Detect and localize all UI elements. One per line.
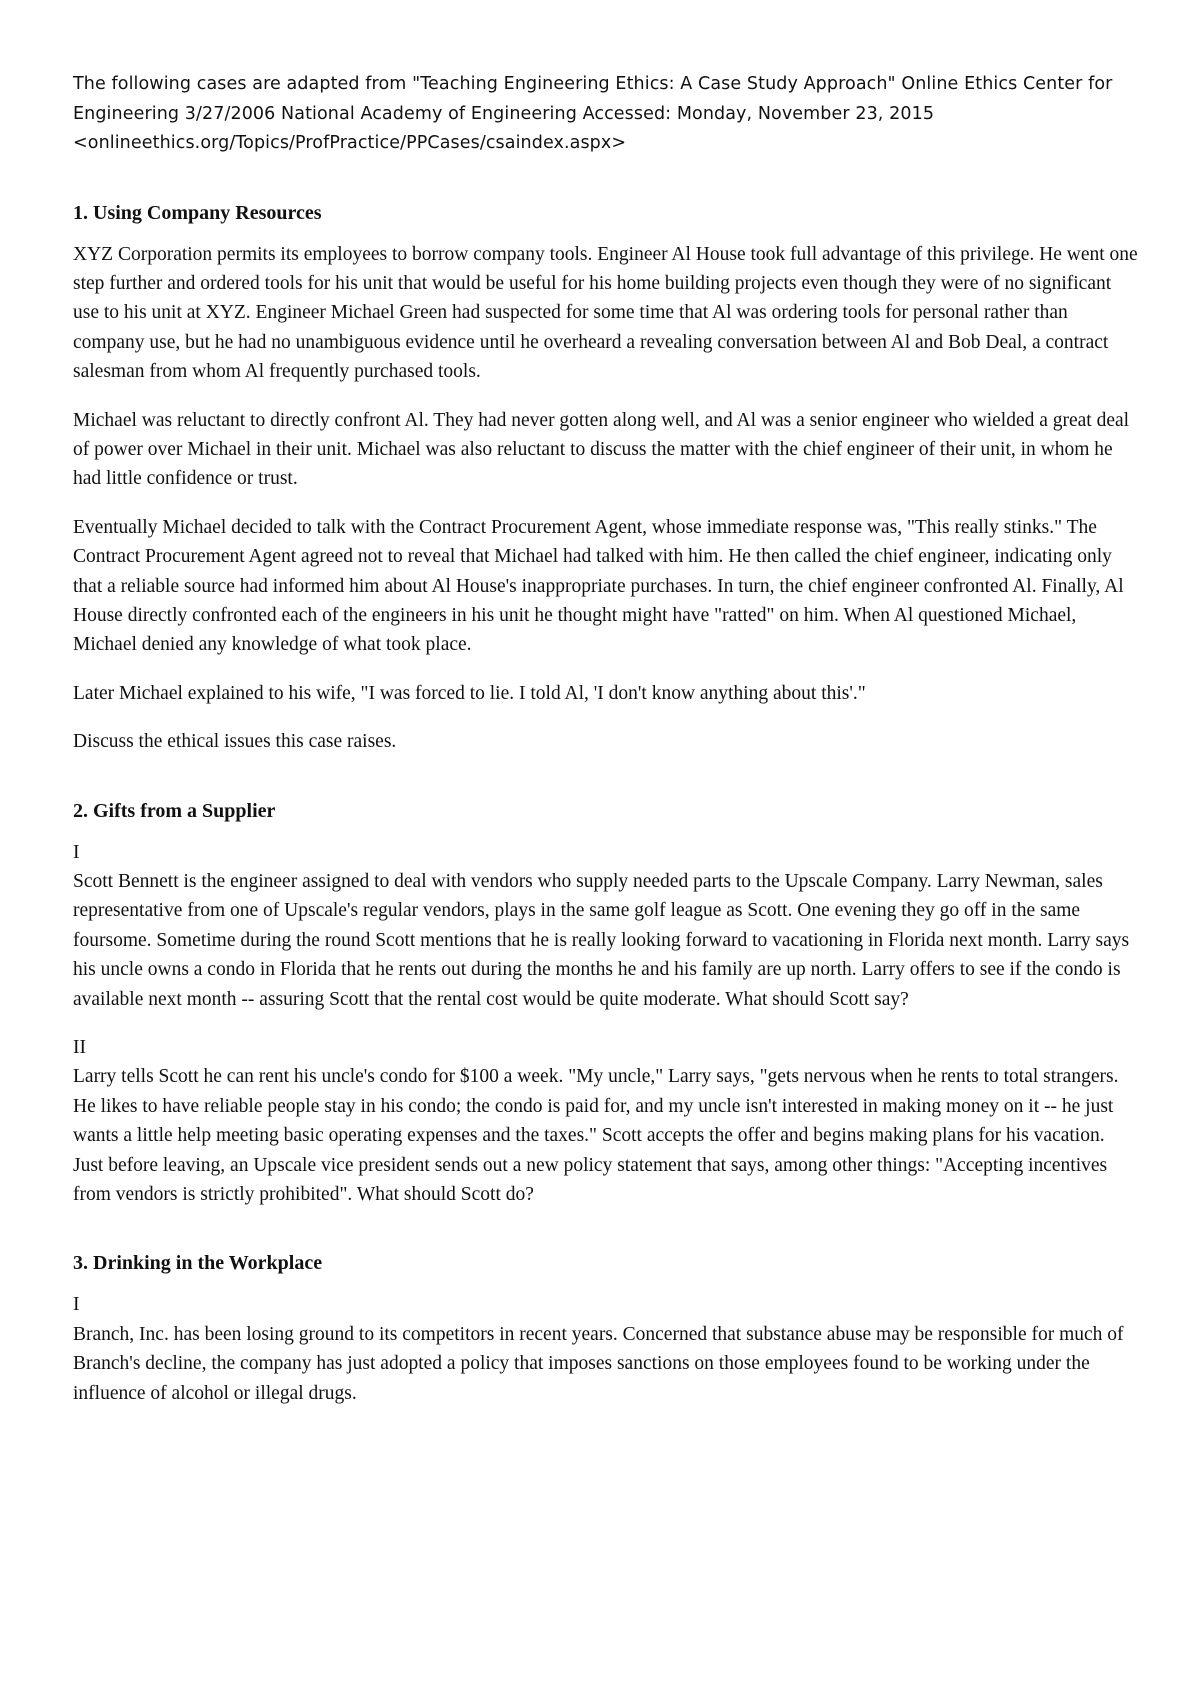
paragraph: Eventually Michael decided to talk with the Contract Procurement Agent, whose immediate response was, "This really stinks." The Contract Procurement Agent agreed not to reveal that Michael had talked with him. He then called the chief engineer, indicating only that a reliable source had informed him about Al House's inappropriate purchases. In turn, the chief engineer confronted Al. Finally, Al House directly confronted each of the engineers in his unit he thought might have "ratted" on him. When Al questioned Michael, Michael denied any knowledge of what took place. bbox=[73, 516, 1124, 656]
paragraph: Michael was reluctant to directly confront Al. They had never gotten along well, and Al was a senior engineer who wielded a great deal of power over Michael in their unit. Michael was also reluctant to discuss the matter with the chief engineer of their unit, in whom he had little confidence or trust. bbox=[73, 409, 1130, 490]
paragraph: Branch, Inc. has been losing ground to its competitors in recent years. Concerned that substance abuse may be responsible for much of Branch's decline, the company has just adopted a policy that imposes sanctions on those employees found to be working under the influence of alcohol or illegal drugs. bbox=[73, 1323, 1124, 1404]
section-drinking-in-workplace bbox=[73, 1249, 1138, 1408]
intro-line-1: The following cases are adapted from "Teaching Engineering Ethics: A Case Study Approach" Online Ethics Center for bbox=[73, 74, 1113, 94]
paragraph: Later Michael explained to his wife, "I was forced to lie. I told Al, 'I don't know anything about this'." bbox=[73, 682, 866, 704]
section-heading: 1. Using Company Resources bbox=[73, 201, 322, 224]
part-label: II bbox=[73, 1037, 86, 1059]
paragraph: Discuss the ethical issues this case raises. bbox=[73, 731, 397, 753]
intro-line-3: <onlineethics.org/Topics/ProfPractice/PPCases/csaindex.aspx> bbox=[73, 133, 627, 153]
document-page bbox=[73, 70, 1138, 1408]
part-label: I bbox=[73, 1294, 80, 1316]
intro-line-2: Engineering 3/27/2006 National Academy of Engineering Accessed: Monday, November 23, 2015 bbox=[73, 103, 935, 124]
paragraph: XYZ Corporation permits its employees to borrow company tools. Engineer Al House took full advantage of this privilege. He went one step further and ordered tools for his unit that would be useful for his home building projects even though they were of no significant use to his unit at XYZ. Engineer Michael Green had suspected for some time that Al was ordering tools for personal rather than company use, but he had no unambiguous evidence until he overheard a revealing conversation between Al and Bob Deal, a contract salesman from whom Al frequently purchased tools. bbox=[73, 243, 1138, 383]
section-heading: 2. Gifts from a Supplier bbox=[73, 799, 276, 822]
section-using-company-resources bbox=[73, 199, 1138, 757]
section-gifts-from-supplier bbox=[73, 797, 1138, 1210]
part-label: I bbox=[73, 841, 80, 863]
intro-citation bbox=[73, 70, 1138, 159]
section-heading: 3. Drinking in the Workplace bbox=[73, 1252, 323, 1275]
paragraph: Larry tells Scott he can rent his uncle's condo for $100 a week. "My uncle," Larry says, "gets nervous when he rents to total strangers. He likes to have reliable people stay in his condo; the condo is paid for, and my uncle isn't interested in making money on it -- he just wants a little help meeting basic operating expenses and the taxes." Scott accepts the offer and begins making plans for his vacation. Just before leaving, an Upscale vice president sends out a new policy statement that says, among other things: "Accepting incentives from vendors is strictly prohibited". What should Scott do? bbox=[73, 1066, 1119, 1206]
paragraph: Scott Bennett is the engineer assigned to deal with vendors who supply needed parts to the Upscale Company. Larry Newman, sales representative from one of Upscale's regular vendors, plays in the same golf league as Scott. One evening they go off in the same foursome. Sometime during the round Scott mentions that he is really looking forward to vacationing in Florida next month. Larry says his uncle owns a condo in Florida that he rents out during the months he and his family are up north. Larry offers to see if the condo is available next month -- assuring Scott that the rental cost would be quite moderate. What should Scott say? bbox=[73, 871, 1130, 1010]
